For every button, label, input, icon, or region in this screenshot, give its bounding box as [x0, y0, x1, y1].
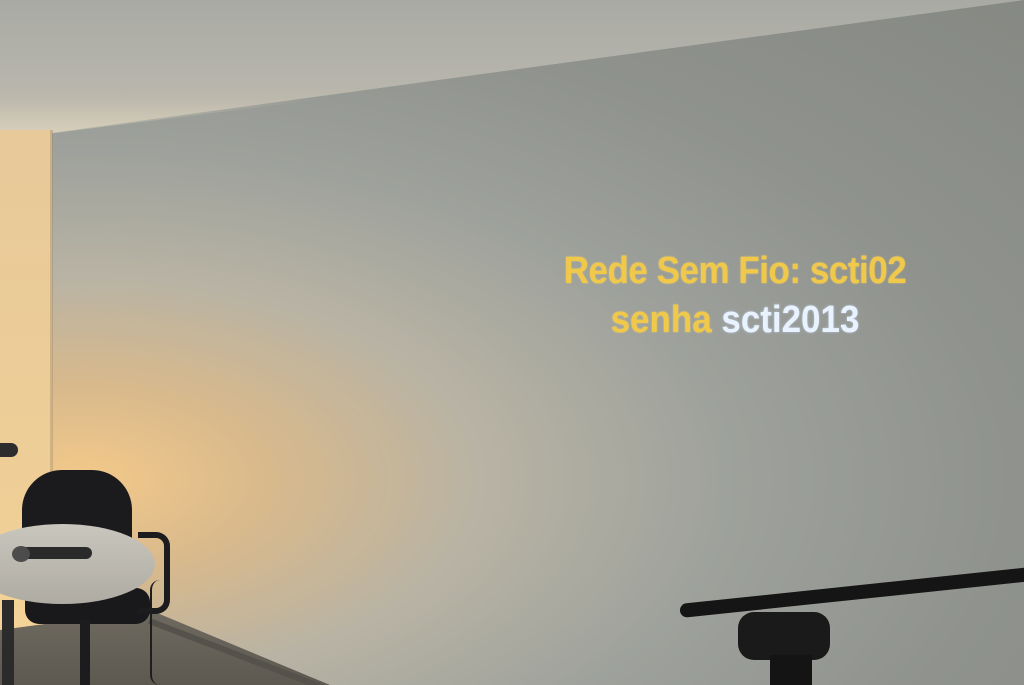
password-line	[537, 299, 933, 342]
chair-post	[80, 620, 90, 685]
table-leg	[2, 600, 14, 685]
mic-stand-arm	[679, 566, 1024, 618]
projected-text	[520, 250, 950, 342]
microphone-head	[12, 546, 30, 562]
mic-stand-post	[770, 655, 812, 685]
network-line: Rede Sem Fio: scti02	[563, 250, 907, 292]
password-value: scti2013	[721, 299, 860, 341]
password-label: senha	[610, 299, 712, 341]
wall-microphone	[0, 443, 18, 457]
microphone-cable	[150, 580, 172, 685]
mic-stand-clamp	[738, 612, 830, 660]
